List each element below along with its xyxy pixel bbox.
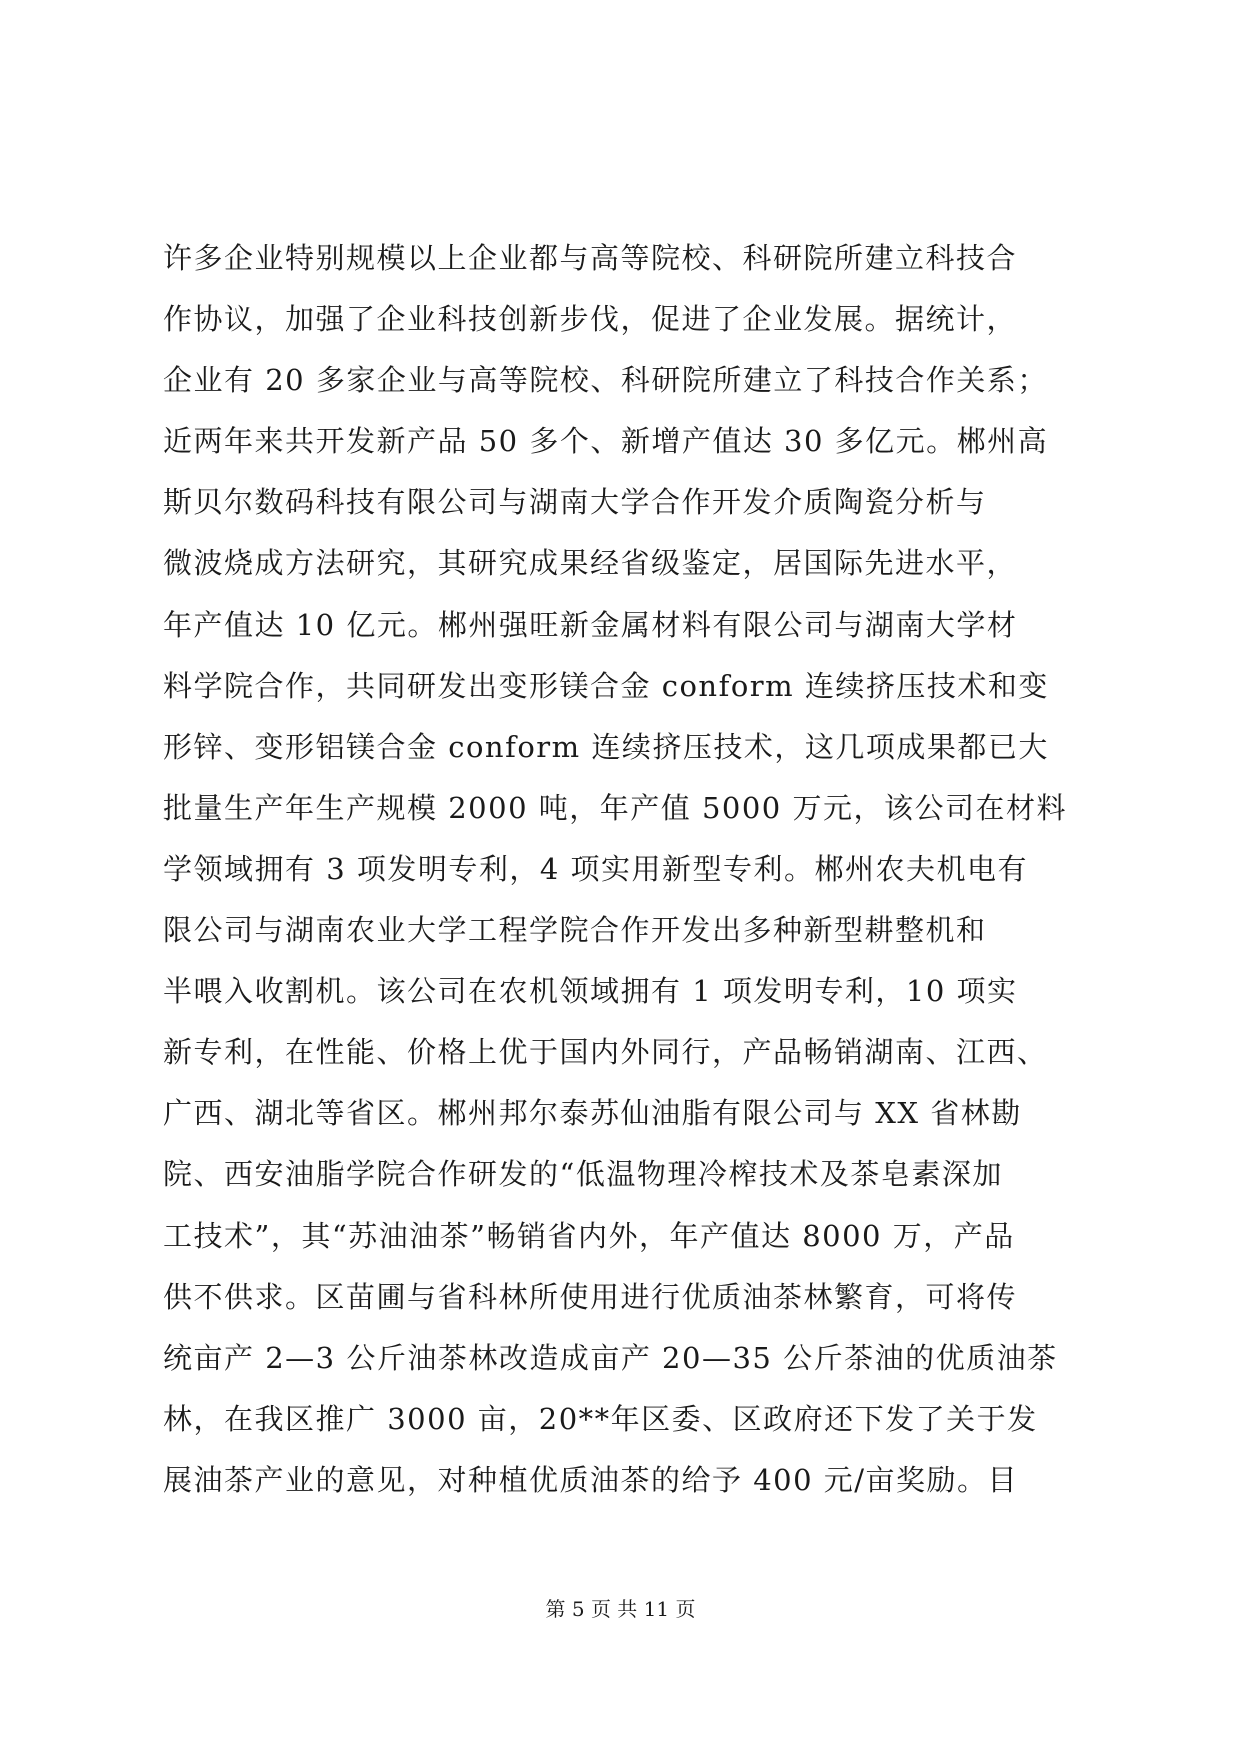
text-line: 林，在我区推广 3000 亩，20**年区委、区政府还下发了关于发 <box>163 1401 1038 1436</box>
text-line: 企业有 20 多家企业与高等院校、科研院所建立了科技合作关系； <box>163 363 1048 398</box>
text-line: 学领域拥有 3 项发明专利，4 项实用新型专利。郴州农夫机电有 <box>163 851 1029 886</box>
text-line: 近两年来共开发新产品 50 多个、新增产值达 30 多亿元。郴州高 <box>163 424 1049 459</box>
text-line: 展油茶产业的意见，对种植优质油茶的给予 400 元/亩奖励。目 <box>163 1462 1019 1497</box>
body-paragraph <box>163 228 1103 1511</box>
text-line: 院、西安油脂学院合作研发的“低温物理冷榨技术及茶皂素深加 <box>163 1157 1003 1192</box>
text-line: 年产值达 10 亿元。郴州强旺新金属材料有限公司与湖南大学材 <box>163 607 1018 642</box>
text-line: 形锌、变形铝镁合金 conform 连续挤压技术，这几项成果都已大 <box>163 729 1049 764</box>
text-line: 广西、湖北等省区。郴州邦尔泰苏仙油脂有限公司与 XX 省林勘 <box>163 1096 1022 1131</box>
text-line: 限公司与湖南农业大学工程学院合作开发出多种新型耕整机和 <box>163 913 987 948</box>
text-line: 统亩产 2—3 公斤油茶林改造成亩产 20—35 公斤茶油的优质油茶 <box>163 1340 1058 1375</box>
text-line: 微波烧成方法研究，其研究成果经省级鉴定，居国际先进水平， <box>163 546 1018 581</box>
text-line: 料学院合作，共同研发出变形镁合金 conform 连续挤压技术和变 <box>163 668 1049 703</box>
text-line: 批量生产年生产规模 2000 吨，年产值 5000 万元，该公司在材料 <box>163 790 1067 825</box>
text-line: 斯贝尔数码科技有限公司与湖南大学合作开发介质陶瓷分析与 <box>163 485 987 520</box>
text-line: 半喂入收割机。该公司在农机领域拥有 1 项发明专利，10 项实 <box>163 974 1018 1009</box>
text-line: 工技术”，其“苏油油茶”畅销省内外，年产值达 8000 万，产品 <box>163 1218 1015 1253</box>
page-number-footer: 第 5 页 共 11 页 <box>545 1597 696 1621</box>
text-line: 新专利，在性能、价格上优于国内外同行，产品畅销湖南、江西、 <box>163 1035 1048 1070</box>
text-line: 作协议，加强了企业科技创新步伐，促进了企业发展。据统计， <box>163 302 1018 337</box>
text-line: 许多企业特别规模以上企业都与高等院校、科研院所建立科技合 <box>163 241 1018 275</box>
text-line: 供不供求。区苗圃与省科林所使用进行优质油茶林繁育，可将传 <box>163 1279 1018 1314</box>
